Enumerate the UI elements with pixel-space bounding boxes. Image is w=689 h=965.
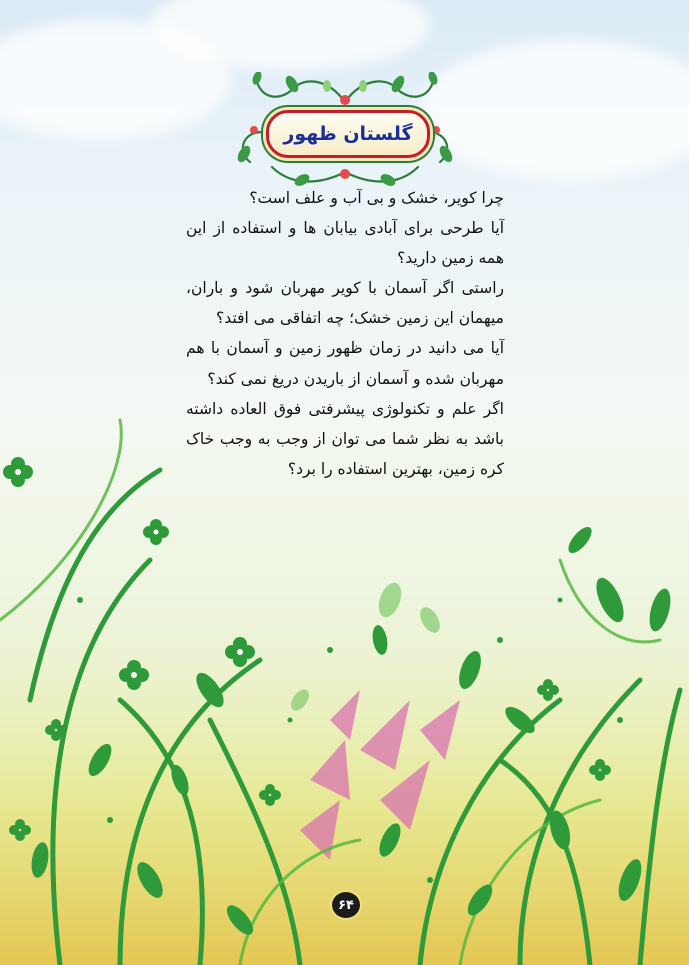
title-plaque (266, 110, 430, 158)
paragraph: آیا می دانید در زمان ظهور زمین و آسمان با هم مهربان شده و آسمان از باریدن دریغ نمی کند؟ (186, 339, 504, 388)
title-ornament (232, 72, 458, 192)
page-title: گلستان ظهور (283, 123, 413, 145)
paragraph: آیا طرحی برای آبادی بیابان ها و استفاده از این همه زمین دارید؟ (186, 219, 504, 268)
paragraph: اگر علم و تکنولوژی پیشرفتی فوق العاده داشته باشد به نظر شما می توان از وجب به وجب خاک کره زمین، بهترین استفاده را برد؟ (186, 399, 504, 478)
body-text (186, 183, 504, 484)
page-number: ۶۴ (330, 890, 362, 920)
paragraph: راستی اگر آسمان با کویر مهربان شود و باران، میهمان این زمین خشک؛ چه اتفاقی می افتد؟ (186, 279, 504, 328)
paragraph: چرا کویر، خشک و بی آب و علف است؟ (249, 189, 504, 207)
